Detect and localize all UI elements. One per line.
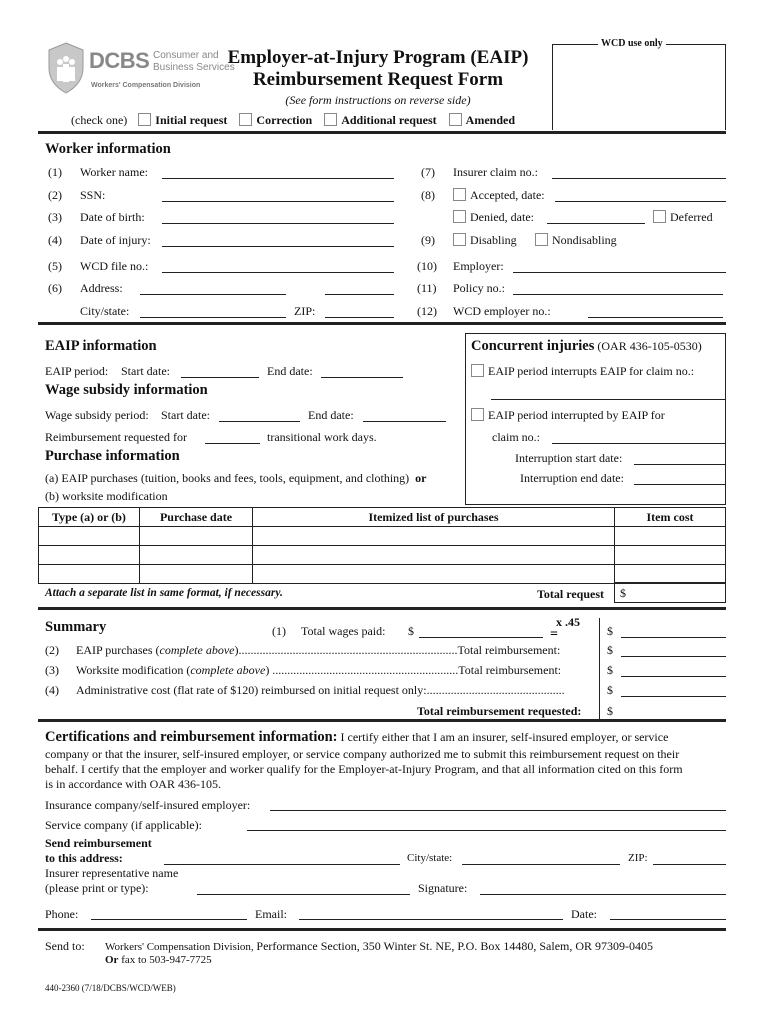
dollar-sign: $ bbox=[607, 663, 613, 677]
correction-checkbox[interactable]: Correction bbox=[239, 113, 312, 127]
dob-field[interactable] bbox=[162, 223, 394, 224]
employer-label: Employer: bbox=[453, 259, 504, 273]
ssn-label: SSN: bbox=[80, 188, 106, 202]
row-num: (5) bbox=[48, 259, 62, 273]
doi-field[interactable] bbox=[162, 246, 394, 247]
employer-field[interactable] bbox=[513, 272, 726, 273]
zip-label: ZIP: bbox=[294, 304, 316, 318]
amended-checkbox[interactable]: Amended bbox=[449, 113, 515, 127]
eaip-info-heading: EAIP information bbox=[45, 338, 157, 354]
row-num: (6) bbox=[48, 281, 62, 295]
eaip-purchases-line: EAIP purchases (complete above).........................................................................Total reimbursement: bbox=[76, 643, 561, 657]
row-num: (3) bbox=[45, 663, 59, 677]
send-reimb-label: Send reimbursement bbox=[45, 836, 152, 850]
deferred-checkbox[interactable]: Deferred bbox=[653, 210, 713, 225]
eaip-period-label: EAIP period: bbox=[45, 364, 109, 378]
insurer-claim-label: Insurer claim no.: bbox=[453, 165, 538, 179]
dollar-sign: $ bbox=[607, 643, 613, 657]
city-state-label: City/state: bbox=[80, 304, 130, 318]
purchase-info-heading: Purchase information bbox=[45, 448, 180, 464]
doi-label: Date of injury: bbox=[80, 233, 151, 247]
divider bbox=[38, 928, 726, 931]
dob-label: Date of birth: bbox=[80, 210, 145, 224]
cert-line-1: Certifications and reimbursement information: I certify either that I am an insurer, self-insured employer, or service bbox=[45, 729, 669, 745]
col-type: Type (a) or (b) bbox=[39, 508, 140, 527]
interrupted-claim-label: claim no.: bbox=[492, 430, 540, 444]
send-to-address: Workers' Compensation Division, Performance Section, 350 Winter St. NE, P.O. Box 14480, Salem, OR 97309-0405 bbox=[105, 939, 654, 953]
interrupted-checkbox[interactable]: EAIP period interrupted by EAIP for bbox=[471, 408, 665, 423]
wage-period-label: Wage subsidy period: bbox=[45, 408, 149, 422]
fax-line: Or fax to 503-947-7725 bbox=[105, 954, 212, 966]
row-num: (4) bbox=[45, 683, 59, 697]
interrupts-claim-field[interactable] bbox=[491, 399, 726, 400]
purchase-line-b: (b) worksite modification bbox=[45, 489, 168, 503]
row-num: (8) bbox=[421, 188, 435, 202]
date-field[interactable] bbox=[610, 919, 726, 920]
table-row[interactable] bbox=[39, 546, 726, 565]
row-num: (2) bbox=[48, 188, 62, 202]
wcd-file-label: WCD file no.: bbox=[80, 259, 149, 273]
dollar-sign: $ bbox=[607, 624, 613, 638]
row-num: (9) bbox=[421, 233, 435, 247]
rep-name-field[interactable] bbox=[197, 894, 410, 895]
wage-start-field[interactable] bbox=[219, 421, 300, 422]
worker-info-heading: Worker information bbox=[45, 141, 171, 157]
eaip-start-field[interactable] bbox=[181, 377, 259, 378]
divider bbox=[38, 131, 726, 134]
send-address-label: to this address: bbox=[45, 851, 123, 865]
email-label: Email: bbox=[255, 907, 287, 921]
col-purchase-date: Purchase date bbox=[140, 508, 253, 527]
denied-checkbox[interactable]: Denied, date: bbox=[453, 210, 534, 225]
purchase-table bbox=[38, 507, 726, 584]
reimb-for-label: Reimbursement requested for bbox=[45, 430, 187, 444]
initial-request-checkbox[interactable]: Initial request bbox=[138, 113, 227, 127]
worker-name-field[interactable] bbox=[162, 178, 394, 179]
send-zip-field[interactable] bbox=[653, 864, 726, 865]
divider bbox=[38, 719, 726, 722]
eaip-end-label: End date: bbox=[267, 364, 313, 378]
address-field[interactable] bbox=[140, 294, 286, 295]
logo-line2: Business Services bbox=[153, 62, 235, 73]
total-request-label: Total request bbox=[537, 587, 605, 601]
total-reimbursement-label: Total reimbursement requested: bbox=[417, 704, 582, 718]
row-num: (1) bbox=[48, 165, 62, 179]
ssn-field[interactable] bbox=[162, 201, 394, 202]
x45-label: x .45 bbox=[556, 615, 580, 629]
logo-line1: Consumer and bbox=[153, 50, 219, 61]
wage-subsidy-heading: Wage subsidy information bbox=[45, 382, 208, 398]
int-end-label: Interruption end date: bbox=[520, 471, 624, 485]
divider bbox=[38, 607, 726, 610]
wage-end-field[interactable] bbox=[363, 421, 446, 422]
accepted-date-field[interactable] bbox=[555, 201, 726, 202]
int-start-field[interactable] bbox=[634, 464, 726, 465]
worker-name-label: Worker name: bbox=[80, 165, 149, 179]
wage-end-label: End date: bbox=[308, 408, 354, 422]
purchase-line-a: (a) EAIP purchases (tuition, books and fees, tools, equipment, and clothing) or bbox=[45, 471, 427, 485]
send-address-field[interactable] bbox=[164, 864, 400, 865]
zip-field[interactable] bbox=[325, 317, 394, 318]
equals-sign: = bbox=[550, 627, 558, 642]
col-itemized: Itemized list of purchases bbox=[253, 508, 615, 527]
address-label: Address: bbox=[80, 281, 123, 295]
form-title: Employer-at-Injury Program (EAIP) bbox=[227, 47, 529, 68]
form-title-2: Reimbursement Request Form bbox=[252, 69, 504, 90]
wcd-employer-field[interactable] bbox=[588, 317, 723, 318]
phone-field[interactable] bbox=[91, 919, 247, 920]
interrupts-checkbox[interactable]: EAIP period interrupts EAIP for claim no.: bbox=[471, 364, 694, 379]
row-num: (1) bbox=[272, 624, 286, 638]
logo-division: Workers' Compensation Division bbox=[91, 82, 201, 89]
phone-label: Phone: bbox=[45, 907, 79, 921]
address-field-2[interactable] bbox=[325, 294, 394, 295]
row-num: (7) bbox=[421, 165, 435, 179]
disabling-checkbox[interactable]: Disabling bbox=[453, 233, 517, 248]
cert-line-2: company or that the insurer, self-insured employer, or service company authorized me to submit this reimbursement request on their bbox=[45, 747, 680, 761]
insurer-claim-field[interactable] bbox=[552, 178, 726, 179]
summary-amount-1[interactable] bbox=[621, 637, 726, 638]
table-row[interactable] bbox=[39, 527, 726, 546]
service-field[interactable] bbox=[247, 830, 726, 831]
check-one-label: (check one) bbox=[71, 113, 128, 127]
nondisabling-checkbox[interactable]: Nondisabling bbox=[535, 233, 617, 248]
wcd-use-only-box bbox=[552, 44, 726, 130]
city-state-field[interactable] bbox=[140, 317, 286, 318]
transitional-days-field[interactable] bbox=[205, 443, 260, 444]
row-num: (12) bbox=[417, 304, 437, 318]
int-end-field[interactable] bbox=[634, 484, 726, 485]
dcbs-logo bbox=[47, 42, 235, 94]
int-start-label: Interruption start date: bbox=[515, 451, 623, 465]
total-wages-field[interactable] bbox=[419, 637, 543, 638]
form-subtitle: (See form instructions on reverse side) bbox=[285, 93, 471, 107]
rep-name-label: Insurer representative name bbox=[45, 866, 179, 880]
divider bbox=[38, 322, 726, 325]
eaip-end-field[interactable] bbox=[321, 377, 403, 378]
table-row[interactable] bbox=[39, 565, 726, 584]
total-wages-label: Total wages paid: bbox=[301, 624, 386, 638]
policy-field[interactable] bbox=[513, 294, 723, 295]
wcd-use-only-label: WCD use only bbox=[598, 38, 666, 49]
wcd-file-field[interactable] bbox=[162, 272, 394, 273]
wcd-employer-label: WCD employer no.: bbox=[453, 304, 551, 318]
eaip-start-label: Start date: bbox=[121, 364, 170, 378]
date-label: Date: bbox=[571, 907, 597, 921]
send-city-field[interactable] bbox=[462, 864, 620, 865]
dollar-sign: $ bbox=[607, 704, 613, 718]
denied-date-field[interactable] bbox=[547, 223, 645, 224]
dollar-sign: $ bbox=[607, 683, 613, 697]
summary-amount-2[interactable] bbox=[621, 656, 726, 657]
rep-print-label: (please print or type): bbox=[45, 881, 149, 895]
row-num: (10) bbox=[417, 259, 437, 273]
row-num: (4) bbox=[48, 233, 62, 247]
insurance-field[interactable] bbox=[270, 810, 726, 811]
row-num: (3) bbox=[48, 210, 62, 224]
dcbs-shield-icon bbox=[47, 42, 85, 94]
service-label: Service company (if applicable): bbox=[45, 818, 202, 832]
logo-abbr: DCBS bbox=[89, 48, 150, 73]
transitional-label: transitional work days. bbox=[267, 430, 377, 444]
request-type-row bbox=[71, 113, 515, 128]
send-city-label: City/state: bbox=[407, 852, 453, 864]
summary-divider bbox=[599, 618, 600, 720]
summary-heading: Summary bbox=[45, 619, 107, 635]
attach-note: Attach a separate list in same format, if necessary. bbox=[45, 587, 283, 599]
email-field[interactable] bbox=[299, 919, 563, 920]
worksite-mod-line: Worksite modification (complete above) ..............................................................Total reimbursement: bbox=[76, 663, 562, 677]
row-num: (11) bbox=[417, 281, 437, 295]
dollar-sign: $ bbox=[408, 624, 414, 638]
interrupted-claim-field[interactable] bbox=[552, 443, 726, 444]
row-num: (2) bbox=[45, 643, 59, 657]
admin-cost-line: Administrative cost (flat rate of $120) reimbursed on initial request only:.............................................. bbox=[76, 683, 565, 697]
send-zip-label: ZIP: bbox=[628, 852, 648, 864]
wage-start-label: Start date: bbox=[161, 408, 210, 422]
dollar-sign: $ bbox=[620, 586, 626, 600]
cert-line-4: is in accordance with OAR 436-105. bbox=[45, 777, 221, 791]
send-to-label: Send to: bbox=[45, 939, 85, 953]
accepted-checkbox[interactable]: Accepted, date: bbox=[453, 188, 545, 203]
cert-line-3: behalf. I certify that the employer and worker qualify for the Employer-at-Injury Program, and that all information cited on this form bbox=[45, 762, 683, 776]
signature-field[interactable] bbox=[480, 894, 726, 895]
insurance-label: Insurance company/self-insured employer: bbox=[45, 798, 251, 812]
total-request-field[interactable] bbox=[614, 582, 726, 603]
summary-amount-4[interactable] bbox=[621, 696, 726, 697]
col-item-cost: Item cost bbox=[615, 508, 726, 527]
signature-label: Signature: bbox=[418, 881, 468, 895]
policy-label: Policy no.: bbox=[453, 281, 506, 295]
summary-amount-3[interactable] bbox=[621, 676, 726, 677]
concurrent-heading: Concurrent injuries (OAR 436-105-0530) bbox=[471, 338, 702, 354]
form-number: 440-2360 (7/18/DCBS/WCD/WEB) bbox=[45, 983, 176, 993]
additional-request-checkbox[interactable]: Additional request bbox=[324, 113, 436, 127]
